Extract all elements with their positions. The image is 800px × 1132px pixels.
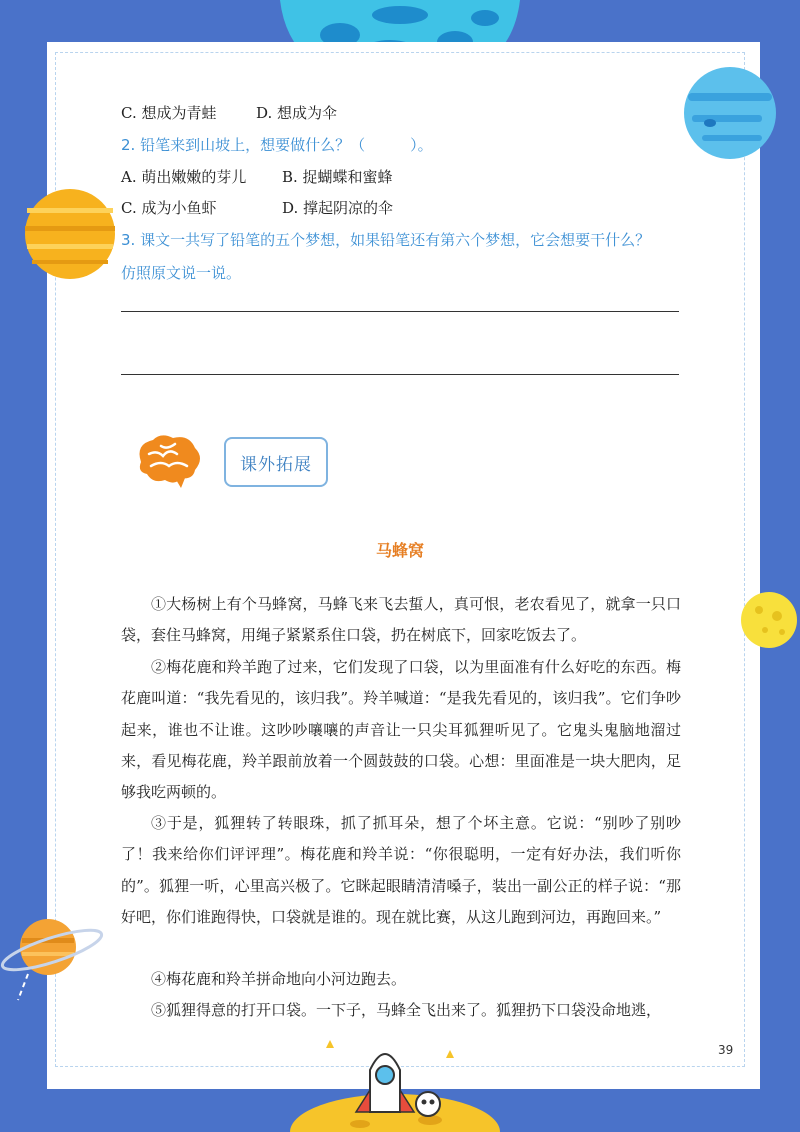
planet-blue-icon — [682, 65, 778, 161]
q2-option-b: B. 捉蝴蝶和蜜蜂 — [282, 168, 393, 186]
planet-ringed-icon — [0, 912, 110, 1002]
q1-option-d: D. 想成为伞 — [256, 104, 338, 122]
q2-option-a: A. 萌出嫩嫩的芽儿 — [121, 168, 247, 186]
rocket-moon-illustration-icon — [290, 1020, 500, 1132]
story-paragraph-3: ③于是，狐狸转了转眼珠，抓了抓耳朵，想了个坏主意。它说：“别吵了别吵了！我来给你们评评理”。梅花鹿和羚羊说：“你很聪明，一定有好办法，我们听你的”。狐狸一听，心里高兴极了。它眯起眼睛清清嗓子，装出一副公正的样子说：“那好吧，你们谁跑得快，口袋就是谁的。现在就比赛，从这儿跑到河边，再跑回来。” — [121, 814, 681, 926]
story-paragraph-5: ⑤狐狸得意的打开口袋。一下子，马蜂全飞出来了。狐狸扔下口袋没命地逃， — [151, 1001, 662, 1019]
q1-option-c: C. 想成为青蛙 — [121, 104, 217, 122]
story-title: 马蜂窝 — [375, 541, 424, 560]
answer-line-1[interactable] — [121, 311, 679, 312]
q2-prompt: 2. 铅笔来到山坡上，想要做什么？（ ）。 — [121, 136, 433, 154]
answer-line-2[interactable] — [121, 374, 679, 375]
brain-icon — [131, 432, 205, 488]
planet-yellow-icon — [737, 590, 800, 650]
story-paragraph-1: ①大杨树上有个马蜂窝，马蜂飞来飞去蜇人，真可恨，老农看见了，就拿一只口袋，套住马蜂窝，用绳子紧紧系住口袋，扔在树底下，回家吃饭去了。 — [121, 595, 681, 645]
q2-option-c: C. 成为小鱼虾 — [121, 199, 217, 217]
q3-prompt-line1: 3. 课文一共写了铅笔的五个梦想，如果铅笔还有第六个梦想，它会想要干什么？ — [121, 231, 651, 249]
q3-prompt-line2: 仿照原文说一说。 — [121, 264, 242, 282]
story-paragraph-2: ②梅花鹿和羚羊跑了过来，它们发现了口袋，以为里面准有什么好吃的东西。梅花鹿叫道：“我先看见的，该归我”。羚羊喊道：“是我先看见的，该归我”。它们争吵起来，谁也不让谁。这吵吵嚷嚷的声音让一只尖耳狐狸听见了。它鬼头鬼脑地溜过来，看见梅花鹿，羚羊跟前放着一个圆鼓鼓的口袋。心想：里面准是一块大肥肉，足够我吃两顿的。 — [121, 658, 681, 802]
story-paragraph-4: ④梅花鹿和羚羊拼命地向小河边跑去。 — [151, 970, 407, 988]
planet-orange-icon — [22, 186, 118, 282]
q2-option-d: D. 撑起阴凉的伞 — [282, 199, 394, 217]
page-number: 39 — [718, 1043, 734, 1057]
extension-section-label: 课外拓展 — [224, 437, 328, 487]
